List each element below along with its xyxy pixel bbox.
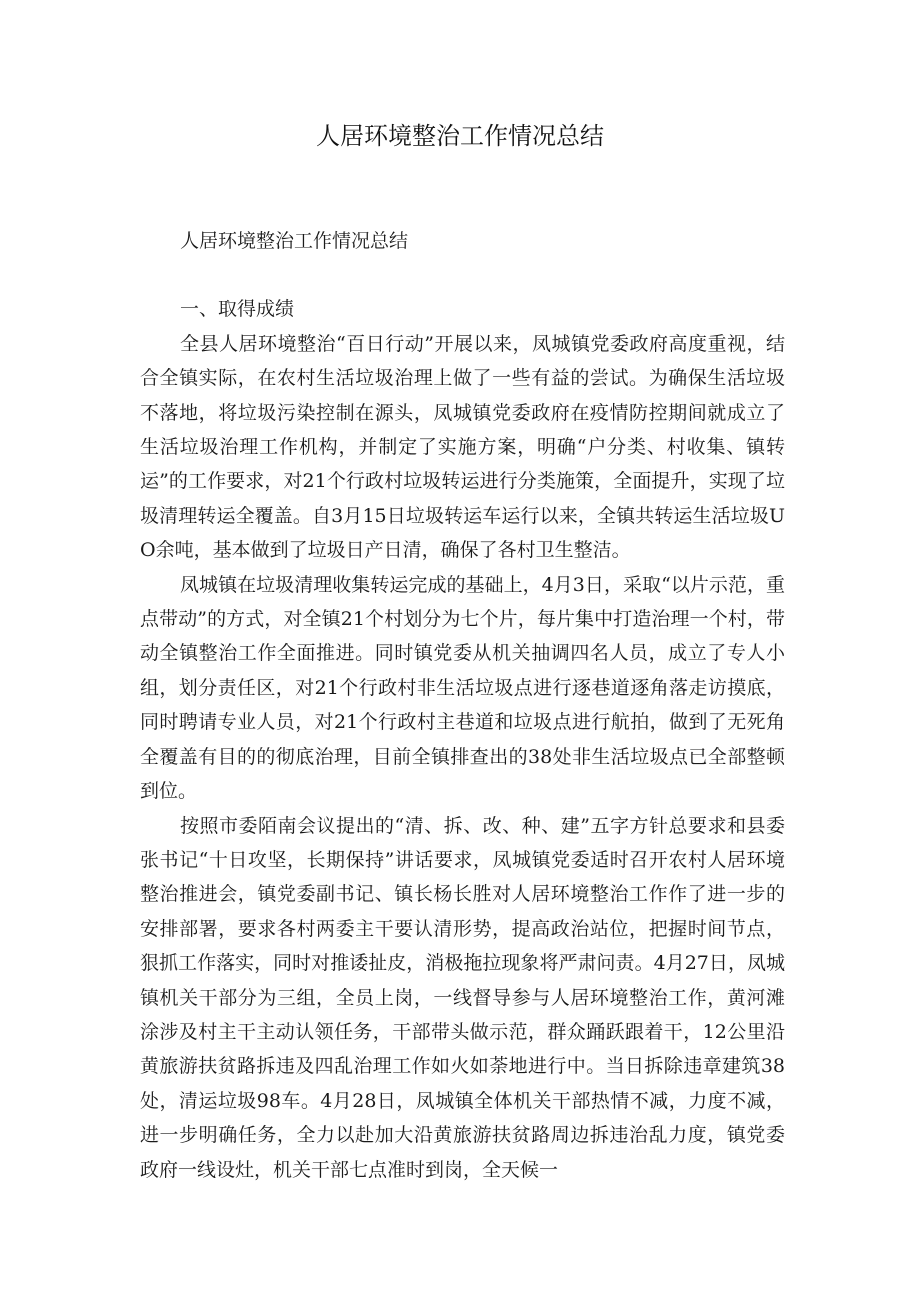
paragraph-1: 全县人居环境整治“百日行动”开展以来，凤城镇党委政府高度重视，结合全镇实际，在农村生活垃圾治理上做了一些有益的尝试。为确保生活垃圾不落地，将垃圾污染控制在源头，凤城镇党委政府在疫情防控期间就成立了生活垃圾治理工作机构，并制定了实施方案，明确“户分类、村收集、镇转运”的工作要求，对21个行政村垃圾转运进行分类施策，全面提升，实现了垃圾清理转运全覆盖。自3月15日垃圾转运车运行以来，全镇共转运生活垃圾UO余吨，基本做到了垃圾日产日清，确保了各村卫生整洁。 [140, 332, 785, 562]
document-subtitle: 人居环境整治工作情况总结 [180, 230, 409, 252]
document-title: 人居环境整治工作情况总结 [316, 122, 604, 150]
section-heading: 一、取得成绩 [180, 298, 295, 321]
paragraph-3: 按照市委陌南会议提出的“清、拆、改、种、建”五字方针总要求和县委张书记“十日攻坚，长期保持”讲话要求，凤城镇党委适时召开农村人居环境整治推进会，镇党委副书记、镇长杨长胜对人居环境整治工作作了进一步的安排部署，要求各村两委主干要认清形势，提高政治站位，把握时间节点，狠抓工作落实，同时对推诿扯皮，消极拖拉现象将严肃问责。4月27日，凤城镇机关干部分为三组，全员上岗，一线督导参与人居环境整治工作，黄河滩涂涉及村主干主动认领任务，干部带头做示范，群众踊跃跟着干，12公里沿黄旅游扶贫路拆违及四乱治理工作如火如荼地进行中。当日拆除违章建筑38处，清运垃圾98车。4月28日，凤城镇全体机关干部热情不减，力度不减，进一步明确任务，全力以赴加大沿黄旅游扶贫路周边拆违治乱力度，镇党委政府一线设灶，机关干部七点准时到岗，全天候一 [140, 814, 785, 1181]
paragraph-2: 凤城镇在垃圾清理收集转运完成的基础上，4月3日，采取“以片示范，重点带动”的方式，对全镇21个村划分为七个片，每片集中打造治理一个村，带动全镇整治工作全面推进。同时镇党委从机关抽调四名人员，成立了专人小组，划分责任区，对21个行政村非生活垃圾点进行逐巷道逐角落走访摸底，同时聘请专业人员，对21个行政村主巷道和垃圾点进行航拍，做到了无死角全覆盖有目的的彻底治理，目前全镇排查出的38处非生活垃圾点已全部整顿到位。 [140, 573, 785, 803]
document-body [140, 224, 785, 1187]
